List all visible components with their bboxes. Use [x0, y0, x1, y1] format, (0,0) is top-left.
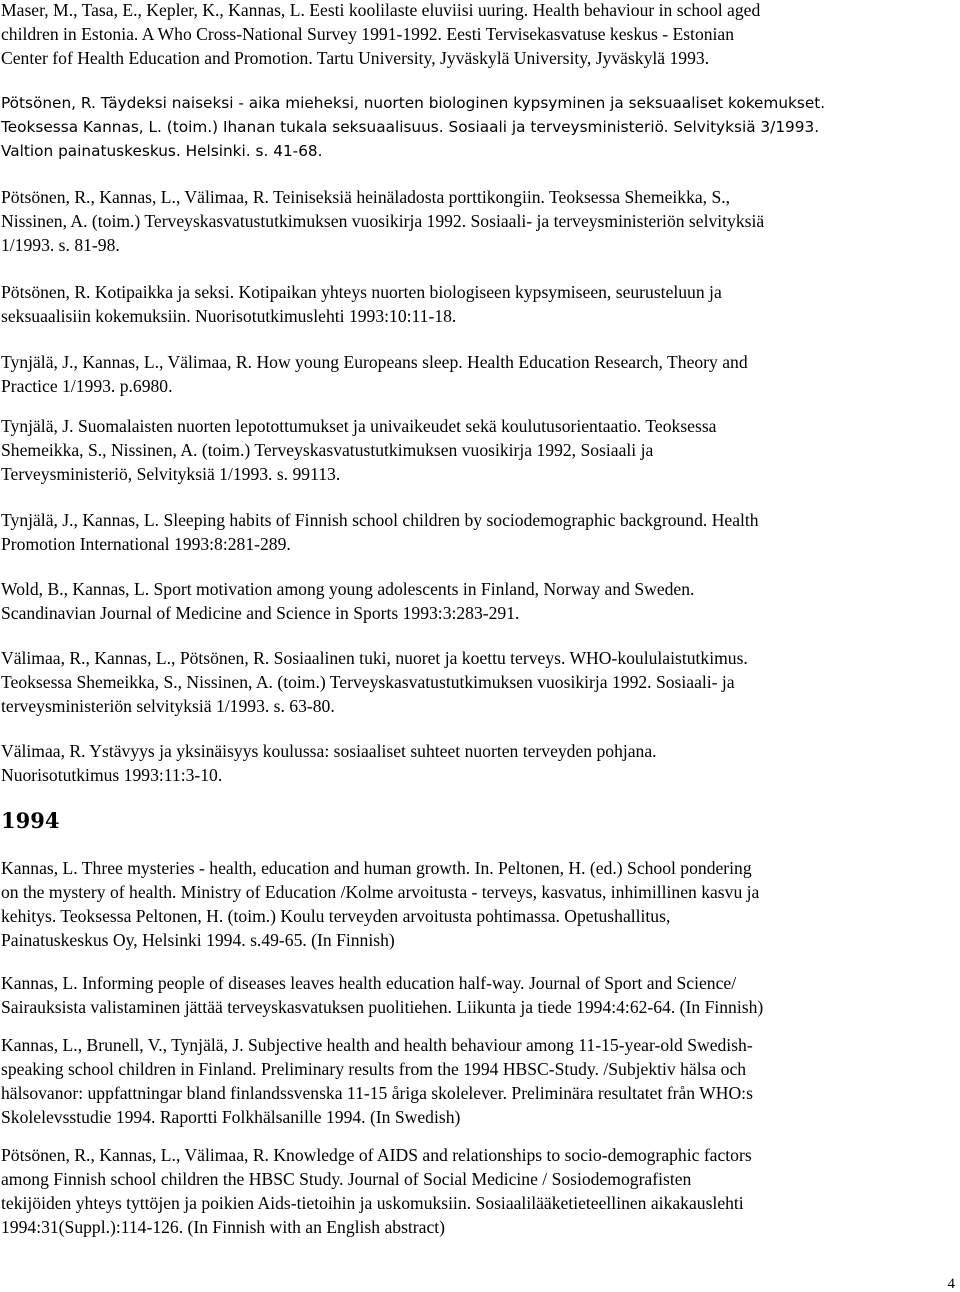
reference-line: Pötsönen, R., Kannas, L., Välimaa, R. Teiniseksiä heinäladosta porttikongiin. Teoksessa Shemeikka, S., [1, 187, 731, 207]
reference-line: speaking school children in Finland. Preliminary results from the 1994 HBSC-Study. /Subjektiv hälsa och [1, 1059, 747, 1079]
reference-line: Pötsönen, R. Täydeksi naiseksi - aika mieheksi, nuorten biologinen kypsyminen ja seksuaaliset kokemukset. [1, 94, 826, 112]
reference-line: Kannas, L. Informing people of diseases leaves health education half-way. Journal of Sport and Science/ [1, 973, 737, 993]
reference-entry [1, 577, 956, 625]
reference-line: kehitys. Teoksessa Peltonen, H. (toim.) Koulu terveyden arvoitusta pohtimassa. Opetushallitus, [1, 906, 671, 926]
reference-line: children in Estonia. A Who Cross-National Survey 1991-1992. Eesti Tervisekasvatuse keskus - Estonian [1, 24, 735, 44]
section-heading-1994: 1994 [1, 808, 60, 833]
reference-line: Painatuskeskus Oy, Helsinki 1994. s.49-65. (In Finnish) [1, 930, 395, 950]
reference-line: Välimaa, R., Kannas, L., Pötsönen, R. Sosiaalinen tuki, nuoret ja koettu terveys. WHO-koululaistutkimus. [1, 648, 748, 668]
reference-line: Scandinavian Journal of Medicine and Science in Sports 1993:3:283-291. [1, 603, 520, 623]
reference-entry [1, 280, 956, 328]
reference-line: Teoksessa Shemeikka, S., Nissinen, A. (toim.) Terveyskasvatustutkimuksen vuosikirja 1992. Sosiaali- ja [1, 672, 735, 692]
reference-entry [1, 1143, 956, 1239]
reference-line: seksuaalisiin kokemuksiin. Nuorisotutkimuslehti 1993:10:11-18. [1, 306, 457, 326]
reference-line: Nuorisotutkimus 1993:11:3-10. [1, 765, 223, 785]
page-number: 4 [947, 1276, 955, 1292]
reference-line: Teoksessa Kannas, L. (toim.) Ihanan tukala seksuaalisuus. Sosiaali ja terveysministeriö. Selvityksiä 3/1993. [1, 118, 820, 136]
reference-line: among Finnish school children the HBSC Study. Journal of Social Medicine / Sosiodemografisten [1, 1169, 692, 1189]
reference-line: 1994:31(Suppl.):114-126. (In Finnish with an English abstract) [1, 1217, 446, 1237]
reference-entry [1, 350, 956, 398]
reference-line: Tynjälä, J., Kannas, L. Sleeping habits of Finnish school children by sociodemographic background. Health [1, 510, 759, 530]
reference-line: Tynjälä, J. Suomalaisten nuorten lepotottumukset ja univaikeudet sekä koulutusorientaatio. Teoksessa [1, 416, 717, 436]
reference-line: Skolelevsstudie 1994. Raportti Folkhälsanille 1994. (In Swedish) [1, 1107, 461, 1127]
reference-entry [1, 508, 956, 556]
reference-entry [1, 91, 956, 163]
reference-line: Maser, M., Tasa, E., Kepler, K., Kannas, L. Eesti koolilaste eluviisi uuring. Health behaviour in school aged [1, 0, 761, 20]
reference-entry [1, 739, 956, 787]
reference-line: 1/1993. s. 81-98. [1, 235, 120, 255]
reference-entry [1, 856, 956, 952]
reference-entry [1, 971, 956, 1019]
reference-line: Valtion painatuskeskus. Helsinki. s. 41-68. [1, 142, 323, 160]
reference-line: tekijöiden yhteys tyttöjen ja poikien Aids-tietoihin ja uskomuksiin. Sosiaalilääketieteellinen aikakauslehti [1, 1193, 744, 1213]
reference-line: hälsovanor: uppfattningar bland finlandssvenska 11-15 åriga skolelever. Preliminära resultatet från WHO:s [1, 1083, 753, 1103]
reference-entry [1, 414, 956, 486]
reference-line: terveysministeriön selvityksiä 1/1993. s. 63-80. [1, 696, 335, 716]
reference-line: on the mystery of health. Ministry of Education /Kolme arvoitusta - terveys, kasvatus, inhimillinen kasvu ja [1, 882, 760, 902]
reference-entry [1, 0, 956, 70]
reference-line: Terveysministeriö, Selvityksiä 1/1993. s. 99113. [1, 464, 341, 484]
reference-line: Practice 1/1993. p.6980. [1, 376, 173, 396]
reference-line: Pötsönen, R., Kannas, L., Välimaa, R. Knowledge of AIDS and relationships to socio-demographic factors [1, 1145, 752, 1165]
reference-entry [1, 646, 956, 718]
reference-entry [1, 1033, 956, 1129]
reference-line: Center fof Health Education and Promotion. Tartu University, Jyväskylä University, Jyväskylä 1993. [1, 48, 710, 68]
reference-line: Välimaa, R. Ystävyys ja yksinäisyys koulussa: sosiaaliset suhteet nuorten terveyden pohjana. [1, 741, 657, 761]
reference-line: Kannas, L., Brunell, V., Tynjälä, J. Subjective health and health behaviour among 11-15-year-old Swedish- [1, 1035, 753, 1055]
reference-line: Promotion International 1993:8:281-289. [1, 534, 291, 554]
reference-line: Kannas, L. Three mysteries - health, education and human growth. In. Peltonen, H. (ed.) School pondering [1, 858, 752, 878]
reference-line: Pötsönen, R. Kotipaikka ja seksi. Kotipaikan yhteys nuorten biologiseen kypsymiseen, seurusteluun ja [1, 282, 722, 302]
reference-line: Sairauksista valistaminen jättää terveyskasvatuksen puolitiehen. Liikunta ja tiede 1994:4:62-64. (In Finnish) [1, 997, 764, 1017]
reference-line: Shemeikka, S., Nissinen, A. (toim.) Terveyskasvatustutkimuksen vuosikirja 1992, Sosiaali ja [1, 440, 654, 460]
reference-entry [1, 185, 956, 257]
reference-line: Wold, B., Kannas, L. Sport motivation among young adolescents in Finland, Norway and Sweden. [1, 579, 695, 599]
reference-line: Tynjälä, J., Kannas, L., Välimaa, R. How young Europeans sleep. Health Education Research, Theory and [1, 352, 748, 372]
reference-line: Nissinen, A. (toim.) Terveyskasvatustutkimuksen vuosikirja 1992. Sosiaali- ja terveysministeriön selvityksiä [1, 211, 765, 231]
